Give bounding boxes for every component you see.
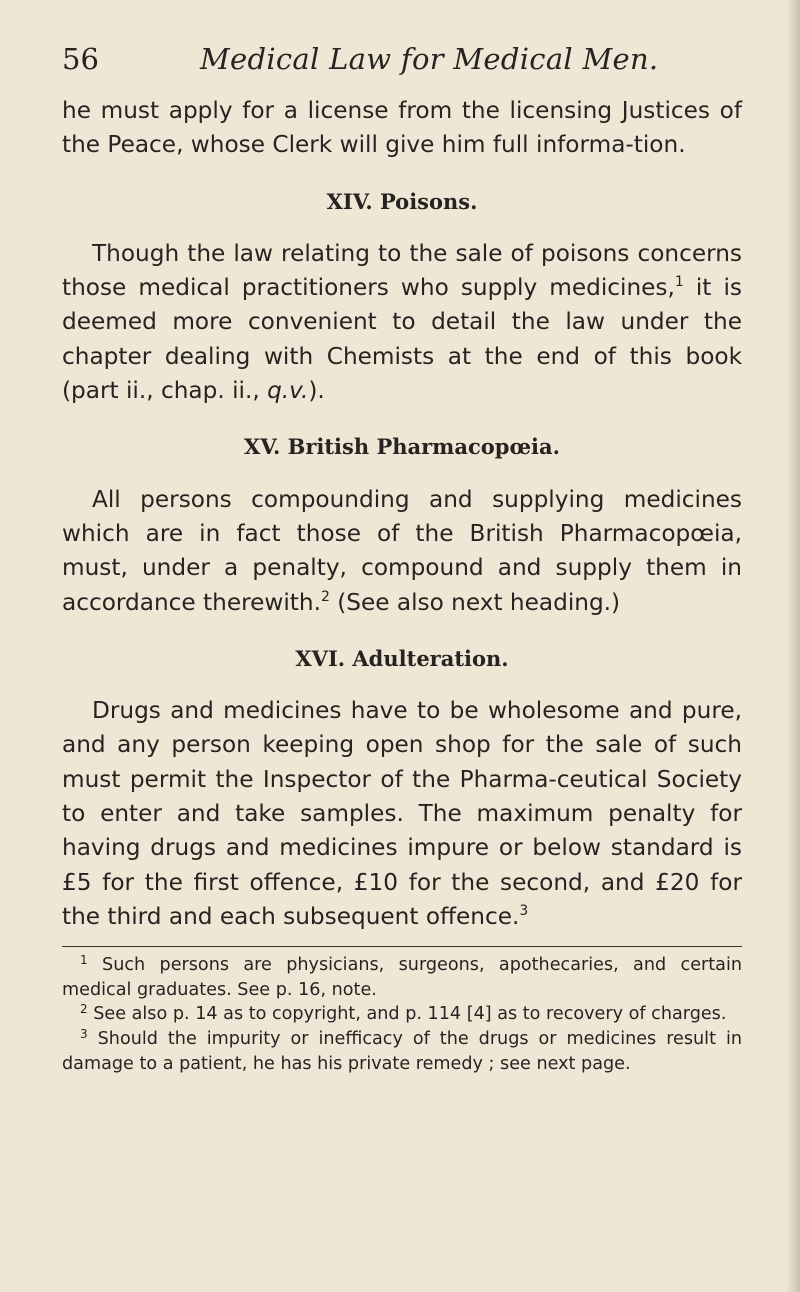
footnote-3: $^3$ Should the impurity or inefficacy of the drugs or medicines result in damage to a patient, he has his private remedy ; see next page.	[62, 1027, 742, 1074]
footnote-1: $^1$ Such persons are physicians, surgeons, apothecaries, and certain medical graduates. See p. 16, note.	[62, 953, 742, 1000]
footnote-ref-3: 3	[519, 902, 529, 919]
footnote-ref-1: 1	[674, 274, 684, 291]
section-heading-poisons: XIV. Poisons.	[326, 188, 478, 214]
section-heading-adulteration: XVI. Adulteration.	[295, 645, 509, 671]
page-number: 56	[62, 42, 99, 76]
section-paragraph-adulteration: Drugs and medicines have to be wholesome and pure, and any person keeping open shop for the sale of such must permit the Inspector of the Pharma-ceutical Society to enter and take samples. The maximum penalty for having drugs and medicines impure or below standard is £5 for the first offence, £10 for the second, and £20 for the third and each subsequent offence.$^3$	[62, 697, 742, 930]
body-text	[62, 94, 742, 934]
footnotes	[62, 953, 742, 1076]
footnote-2: $^2$ See also p. 14 as to copyright, and p. 114 [4] as to recovery of charges.	[80, 1002, 727, 1025]
continuation-paragraph: he must apply for a license from the licensing Justices of the Peace, whose Clerk will give him full informa-tion.	[62, 97, 742, 159]
section-heading-pharmacopoeia: XV. British Pharmacopœia.	[244, 434, 560, 460]
running-title: Medical Law for Medical Men.	[200, 42, 659, 76]
footnote-ref-2: 2	[320, 588, 330, 605]
section-paragraph-poisons: Though the law relating to the sale of poisons concerns those medical practitioners who supply medicines,$^1$ it is deemed more convenient to detail the law under the chapter dealing with Chemists at the end of this book (part ii., chap. ii., q.v.).	[62, 239, 742, 405]
footnote-rule	[62, 946, 742, 947]
section-paragraph-pharmacopoeia: All persons compounding and supplying medicines which are in fact those of the British Pharmacopœia, must, under a penalty, compound and supply them in accordance therewith.$^2$ (See also next heading.)	[62, 485, 742, 616]
page-edge-shadow	[786, 0, 800, 1292]
book-page	[62, 42, 742, 1076]
page-header	[62, 42, 742, 94]
